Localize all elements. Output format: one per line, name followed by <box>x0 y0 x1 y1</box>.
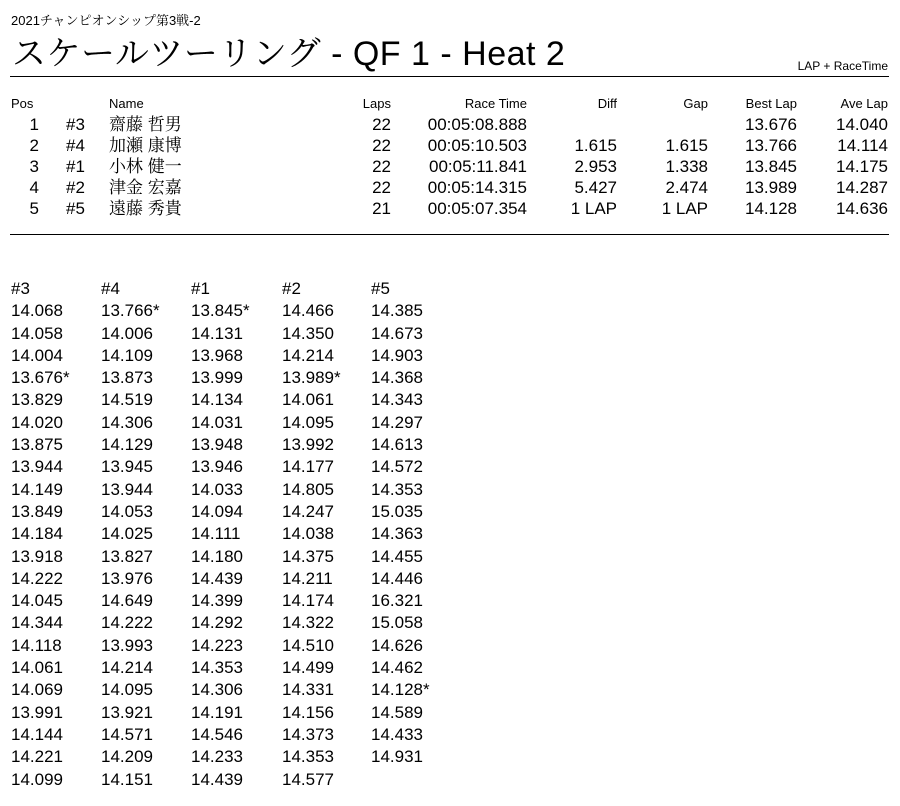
lap-time: 14.222 <box>11 568 63 588</box>
lap-time: 14.134 <box>191 390 243 410</box>
lap-time: 13.873 <box>101 368 153 388</box>
result-diff: 1.615 <box>574 136 617 155</box>
lap-time: 14.572 <box>371 457 423 477</box>
lap-time: 14.068 <box>11 301 63 321</box>
result-pos: 5 <box>29 199 39 218</box>
result-race-time: 00:05:08.888 <box>427 115 527 134</box>
lap-time: 13.999 <box>191 368 243 388</box>
header-ave-lap: Ave Lap <box>840 96 888 111</box>
result-gap: 1 LAP <box>661 199 708 218</box>
event-name: 2021チャンピオンシップ第3戦-2 <box>11 13 201 28</box>
lap-time: 14.385 <box>371 301 423 321</box>
lap-time: 13.989* <box>282 368 341 388</box>
lap-time: 14.222 <box>101 613 153 633</box>
lap-time: 14.004 <box>11 345 63 365</box>
lap-time: 14.363 <box>371 524 423 544</box>
lap-column-car: #3 <box>11 279 30 298</box>
lap-time: 14.177 <box>282 457 334 477</box>
lap-time: 14.214 <box>101 658 153 678</box>
lap-time: 14.368 <box>371 368 423 388</box>
result-name: 小林 健一 <box>109 157 182 176</box>
lap-time: 14.118 <box>11 635 62 655</box>
result-pos: 2 <box>29 136 39 155</box>
result-race-time: 00:05:11.841 <box>429 157 527 176</box>
lap-time: 14.111 <box>191 524 241 544</box>
result-name: 津金 宏嘉 <box>109 178 182 197</box>
lap-column-car: #2 <box>282 279 301 298</box>
lap-time: 14.214 <box>282 345 334 365</box>
result-race-time: 00:05:07.354 <box>427 199 527 218</box>
result-pos: 3 <box>29 157 39 176</box>
lap-time: 14.903 <box>371 345 423 365</box>
lap-time: 14.247 <box>282 501 334 521</box>
lap-time: 14.439 <box>191 769 243 789</box>
lap-time: 14.613 <box>371 435 423 455</box>
result-laps: 22 <box>372 178 391 197</box>
lap-time: 14.095 <box>101 680 153 700</box>
lap-time: 14.343 <box>371 390 423 410</box>
lap-time: 14.094 <box>191 501 243 521</box>
result-diff: 1 LAP <box>570 199 617 218</box>
result-gap: 1.338 <box>665 157 708 176</box>
result-name: 加瀬 康博 <box>109 136 182 155</box>
lap-time: 13.944 <box>101 479 153 499</box>
result-pos: 4 <box>29 178 39 197</box>
lap-column <box>371 278 430 769</box>
result-best-lap: 13.766 <box>745 136 797 155</box>
lap-time: 14.061 <box>11 658 63 678</box>
lap-time: 14.151 <box>101 769 153 789</box>
result-laps: 21 <box>372 199 391 218</box>
header-divider <box>10 76 889 77</box>
lap-time: 14.322 <box>282 613 334 633</box>
lap-time: 13.992 <box>282 435 334 455</box>
lap-time: 14.589 <box>371 702 423 722</box>
lap-column-car: #1 <box>191 279 210 298</box>
result-best-lap: 14.128 <box>745 199 797 218</box>
lap-column <box>101 278 160 791</box>
result-ave-lap: 14.175 <box>836 157 888 176</box>
lap-column <box>282 278 341 791</box>
lap-time: 14.519 <box>101 390 153 410</box>
lap-time: 14.350 <box>282 323 334 343</box>
lap-time: 14.433 <box>371 724 423 744</box>
lap-time: 13.875 <box>11 435 63 455</box>
lap-time: 13.845* <box>191 301 250 321</box>
lap-time: 14.297 <box>371 412 423 432</box>
lap-time: 14.025 <box>101 524 153 544</box>
header-laps: Laps <box>362 96 391 111</box>
lap-time: 14.446 <box>371 568 423 588</box>
lap-time: 14.353 <box>282 747 334 767</box>
result-ave-lap: 14.287 <box>836 178 888 197</box>
lap-time: 14.399 <box>191 591 243 611</box>
lap-time: 14.577 <box>282 769 334 789</box>
lap-time: 13.991 <box>11 702 63 722</box>
lap-time: 14.546 <box>191 724 243 744</box>
result-ave-lap: 14.040 <box>836 115 888 134</box>
lap-column <box>191 278 250 791</box>
lap-time: 14.099 <box>11 769 63 789</box>
page-title: スケールツーリング - QF 1 - Heat 2 <box>12 35 566 73</box>
lap-time: 14.020 <box>11 412 63 432</box>
lap-time: 14.131 <box>191 323 243 343</box>
result-car: #2 <box>66 178 85 197</box>
lap-time: 14.306 <box>101 412 153 432</box>
lap-time: 15.058 <box>371 613 423 633</box>
result-best-lap: 13.676 <box>745 115 797 134</box>
lap-time: 14.510 <box>282 635 334 655</box>
result-ave-lap: 14.636 <box>836 199 888 218</box>
lap-time: 14.129 <box>101 435 153 455</box>
lap-column-car: #4 <box>101 279 120 298</box>
lap-time: 13.976 <box>101 568 153 588</box>
result-car: #5 <box>66 199 85 218</box>
lap-time: 14.375 <box>282 546 334 566</box>
result-pos: 1 <box>29 115 39 134</box>
lap-time: 14.149 <box>11 479 63 499</box>
result-diff: 2.953 <box>574 157 617 176</box>
result-name: 齋藤 哲男 <box>109 115 182 134</box>
result-car: #3 <box>66 115 85 134</box>
result-laps: 22 <box>372 115 391 134</box>
lap-time: 14.221 <box>11 747 63 767</box>
lap-time: 13.918 <box>11 546 63 566</box>
lap-time: 14.373 <box>282 724 334 744</box>
result-gap: 2.474 <box>665 178 708 197</box>
lap-time: 14.649 <box>101 591 153 611</box>
results-divider <box>10 234 889 235</box>
result-best-lap: 13.989 <box>745 178 797 197</box>
header-diff: Diff <box>597 96 617 111</box>
lap-time: 13.921 <box>101 702 153 722</box>
lap-time: 14.174 <box>282 591 334 611</box>
lap-time: 13.849 <box>11 501 63 521</box>
lap-time: 14.144 <box>11 724 63 744</box>
lap-time: 14.233 <box>191 747 243 767</box>
lap-time: 14.571 <box>101 724 153 744</box>
result-car: #4 <box>66 136 85 155</box>
lap-time: 13.827 <box>101 546 153 566</box>
result-car: #1 <box>66 157 85 176</box>
lap-time: 13.766* <box>101 301 160 321</box>
result-ave-lap: 14.114 <box>837 136 888 155</box>
lap-time: 13.993 <box>101 635 153 655</box>
lap-time: 16.321 <box>371 591 423 611</box>
header-best-lap: Best Lap <box>745 96 797 111</box>
header-pos: Pos <box>11 96 34 111</box>
lap-time: 15.035 <box>371 501 423 521</box>
lap-time: 14.466 <box>282 301 334 321</box>
lap-time: 14.626 <box>371 635 423 655</box>
lap-time: 14.223 <box>191 635 243 655</box>
result-laps: 22 <box>372 157 391 176</box>
lap-time: 14.209 <box>101 747 153 767</box>
lap-time: 14.344 <box>11 613 63 633</box>
lap-time: 14.058 <box>11 323 63 343</box>
lap-time: 14.184 <box>11 524 63 544</box>
lap-time: 14.006 <box>101 323 153 343</box>
lap-time: 14.061 <box>282 390 334 410</box>
result-diff: 5.427 <box>574 178 617 197</box>
lap-time: 14.462 <box>371 658 423 678</box>
lap-time: 14.033 <box>191 479 243 499</box>
lap-time: 13.968 <box>191 345 243 365</box>
lap-time: 14.069 <box>11 680 63 700</box>
lap-time: 14.931 <box>371 747 423 767</box>
header-name: Name <box>109 96 144 111</box>
lap-time: 14.805 <box>282 479 334 499</box>
lap-time: 14.211 <box>282 568 333 588</box>
lap-time: 13.944 <box>11 457 63 477</box>
result-name: 遠藤 秀貴 <box>109 199 182 218</box>
result-race-time: 00:05:10.503 <box>427 136 527 155</box>
lap-time: 14.499 <box>282 658 334 678</box>
lap-time: 14.156 <box>282 702 334 722</box>
lap-time: 14.673 <box>371 323 423 343</box>
lap-time: 13.948 <box>191 435 243 455</box>
lap-time: 14.180 <box>191 546 243 566</box>
result-laps: 22 <box>372 136 391 155</box>
header-race-time: Race Time <box>464 96 527 111</box>
lap-time: 14.306 <box>191 680 243 700</box>
result-gap: 1.615 <box>665 136 708 155</box>
lap-time: 14.053 <box>101 501 153 521</box>
result-best-lap: 13.845 <box>745 157 797 176</box>
lap-time: 13.829 <box>11 390 63 410</box>
report-type: LAP + RaceTime <box>797 59 888 73</box>
lap-time: 14.095 <box>282 412 334 432</box>
lap-time: 14.292 <box>191 613 243 633</box>
lap-time: 13.676* <box>11 368 70 388</box>
lap-time: 14.045 <box>11 591 63 611</box>
lap-time: 14.031 <box>191 412 243 432</box>
lap-time: 14.439 <box>191 568 243 588</box>
lap-time: 14.128* <box>371 680 430 700</box>
lap-time: 14.191 <box>191 702 243 722</box>
header-gap: Gap <box>683 96 708 111</box>
lap-column <box>11 278 70 791</box>
lap-time: 14.353 <box>371 479 423 499</box>
lap-time: 13.946 <box>191 457 243 477</box>
lap-time: 14.331 <box>282 680 334 700</box>
result-race-time: 00:05:14.315 <box>427 178 527 197</box>
lap-time: 14.038 <box>282 524 334 544</box>
lap-time: 14.109 <box>101 345 153 365</box>
lap-time: 14.353 <box>191 658 243 678</box>
lap-time: 14.455 <box>371 546 423 566</box>
lap-time: 13.945 <box>101 457 153 477</box>
lap-column-car: #5 <box>371 279 390 298</box>
